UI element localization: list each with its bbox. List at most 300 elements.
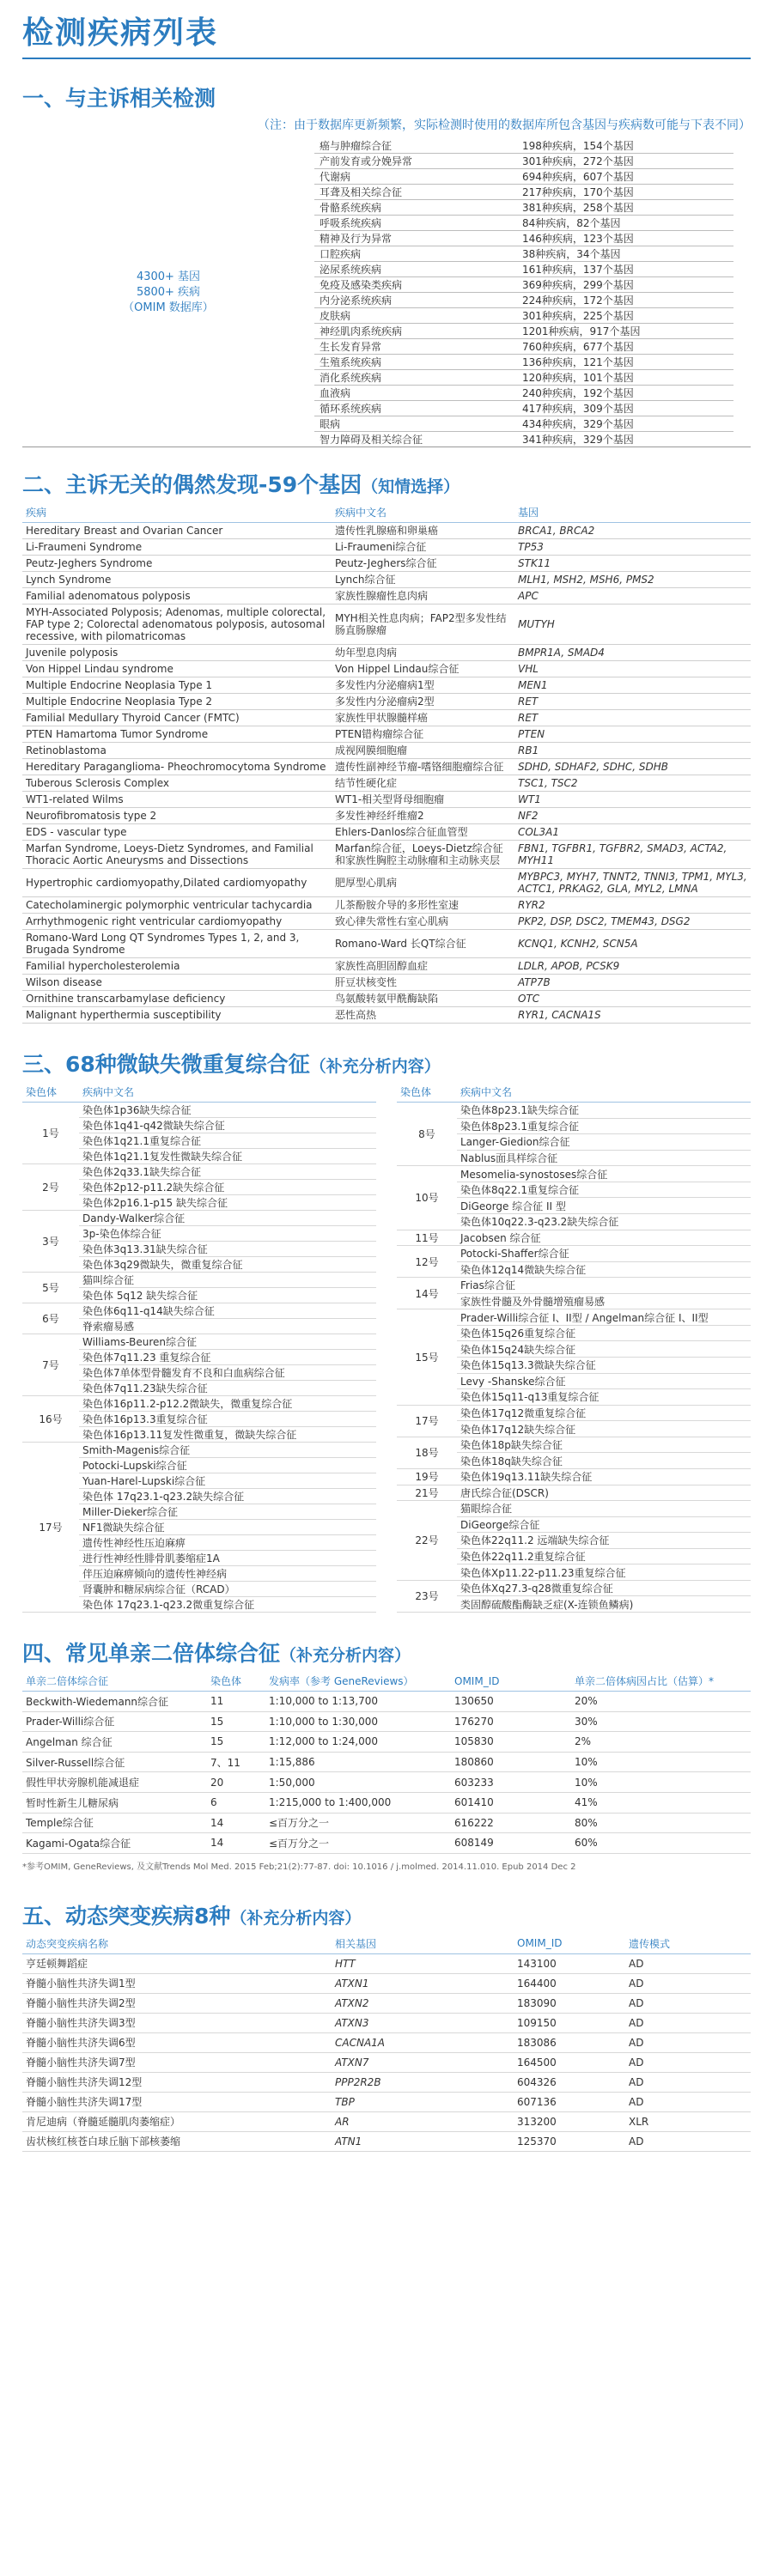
syndrome-name: Levy -Shanske综合征 bbox=[457, 1373, 751, 1389]
disease-name-cn: 遗传性乳腺癌和卵巢癌 bbox=[332, 523, 514, 539]
header-omim-id: OMIM_ID bbox=[514, 1934, 625, 1954]
dynamic-disease-name: 亨廷顿舞蹈症 bbox=[22, 1953, 332, 1973]
syndrome-name: 肾囊肿和糖尿病综合征（RCAD） bbox=[79, 1582, 376, 1597]
upd-ratio: 60% bbox=[571, 1833, 751, 1854]
gene-list: OTC bbox=[514, 991, 751, 1007]
syndrome-name: 家族性骨髓及外骨髓增殖瘤易感 bbox=[457, 1293, 751, 1309]
section4-title-main: 四、常见单亲二倍体综合征 bbox=[22, 1641, 281, 1666]
table-row bbox=[22, 1273, 376, 1288]
inheritance-mode: AD bbox=[625, 2032, 751, 2052]
related-gene: PPP2R2B bbox=[332, 2072, 514, 2092]
section1-table bbox=[314, 138, 733, 447]
gene-list: TSC1, TSC2 bbox=[514, 775, 751, 792]
gene-list: STK11 bbox=[514, 556, 751, 572]
dynamic-disease-name: 脊髓小脑性共济失调17型 bbox=[22, 2092, 332, 2111]
disease-name-cn: Lynch综合征 bbox=[332, 572, 514, 588]
table-row bbox=[22, 1334, 376, 1350]
disease-category: 消化系统疾病 bbox=[314, 370, 517, 386]
gene-list: VHL bbox=[514, 661, 751, 677]
disease-name-cn: 多发性内分泌瘤病1型 bbox=[332, 677, 514, 694]
gene-list: BRCA1, BRCA2 bbox=[514, 523, 751, 539]
omim-id: 109150 bbox=[514, 2013, 625, 2032]
disease-name: Multiple Endocrine Neoplasia Type 1 bbox=[22, 677, 332, 694]
disease-name: PTEN Hamartoma Tumor Syndrome bbox=[22, 726, 332, 743]
table-row bbox=[22, 1164, 376, 1180]
syndrome-name: 染色体3q29微缺失，微重复综合征 bbox=[79, 1257, 376, 1273]
dynamic-disease-name: 脊髓小脑性共济失调12型 bbox=[22, 2072, 332, 2092]
section3-tables bbox=[22, 1082, 751, 1613]
disease-count: 369种疾病，299个基因 bbox=[517, 277, 733, 293]
syndrome-name: 猫叫综合征 bbox=[79, 1273, 376, 1288]
disease-name-cn: Marfan综合征，Loeys-Dietz综合征和家族性胸腔主动脉瘤和主动脉夹层 bbox=[332, 841, 514, 869]
disease-name-cn: 成视网膜细胞瘤 bbox=[332, 743, 514, 759]
syndrome-name: 类固醇硫酸酯酶缺乏症(X-连锁鱼鳞病) bbox=[457, 1596, 751, 1613]
section1-summary bbox=[22, 138, 314, 447]
related-gene: AR bbox=[332, 2111, 514, 2131]
disease-name: Arrhythmogenic right ventricular cardiomyopathy bbox=[22, 914, 332, 930]
disease-category: 泌尿系统疾病 bbox=[314, 262, 517, 277]
table-row bbox=[397, 1278, 751, 1294]
disease-name: Hereditary Paraganglioma- Pheochromocytoma Syndrome bbox=[22, 759, 332, 775]
dynamic-disease-name: 脊髓小脑性共济失调3型 bbox=[22, 2013, 332, 2032]
chromosome: 7、11 bbox=[207, 1752, 265, 1772]
syndrome-name: 唐氏综合征(DSCR) bbox=[457, 1485, 751, 1501]
inheritance-mode: AD bbox=[625, 2092, 751, 2111]
gene-list: MLH1, MSH2, MSH6, PMS2 bbox=[514, 572, 751, 588]
table-row bbox=[22, 556, 751, 572]
chromosome: 14 bbox=[207, 1813, 265, 1833]
table-row bbox=[397, 1166, 751, 1182]
table-row bbox=[314, 293, 733, 308]
disease-name-cn: 多发性内分泌瘤病2型 bbox=[332, 694, 514, 710]
syndrome-name: 猫眼综合征 bbox=[457, 1501, 751, 1517]
table-row bbox=[22, 605, 751, 645]
incidence: ≤百万分之一 bbox=[265, 1833, 451, 1854]
inheritance-mode: AD bbox=[625, 2072, 751, 2092]
omim-id: 604326 bbox=[514, 2072, 625, 2092]
disease-count: 146种疾病，123个基因 bbox=[517, 231, 733, 246]
table-row bbox=[397, 1437, 751, 1453]
table-row bbox=[22, 792, 751, 808]
related-gene: ATN1 bbox=[332, 2131, 514, 2151]
disease-count: 198种疾病，154个基因 bbox=[522, 140, 634, 152]
dynamic-disease-name: 脊髓小脑性共济失调1型 bbox=[22, 1973, 332, 1993]
omim-id: 164400 bbox=[514, 1973, 625, 1993]
disease-name: Hereditary Breast and Ovarian Cancer bbox=[22, 523, 332, 539]
table-row bbox=[314, 277, 733, 293]
disease-name-cn: 家族性甲状腺髓样癌 bbox=[332, 710, 514, 726]
header-disease: 疾病 bbox=[22, 502, 332, 523]
syndrome-name: 染色体18q缺失综合征 bbox=[457, 1453, 751, 1469]
table-row bbox=[314, 154, 733, 169]
gene-list: COL3A1 bbox=[514, 824, 751, 841]
disease-category: 癌与肿瘤综合征 bbox=[320, 140, 393, 152]
section5-title-sub: （补充分析内容） bbox=[230, 1908, 362, 1928]
disease-name-cn: 多发性神经纤维瘤2 bbox=[332, 808, 514, 824]
syndrome-name: 染色体16p11.2-p12.2微缺失，微重复综合征 bbox=[79, 1396, 376, 1412]
disease-name: Familial Medullary Thyroid Cancer (FMTC) bbox=[22, 710, 332, 726]
header-gene: 基因 bbox=[514, 502, 751, 523]
disease-count: 417种疾病，309个基因 bbox=[517, 401, 733, 416]
upd-syndrome: Beckwith-Wiedemann综合征 bbox=[22, 1692, 207, 1712]
disease-name-cn: 鸟氨酸转氨甲酰酶缺陷 bbox=[332, 991, 514, 1007]
table-row bbox=[314, 169, 733, 185]
syndrome-name: Nablus面具样综合征 bbox=[457, 1150, 751, 1166]
syndrome-name: 染色体1p36缺失综合征 bbox=[79, 1103, 376, 1118]
disease-name: Neurofibromatosis type 2 bbox=[22, 808, 332, 824]
table-row bbox=[22, 1953, 751, 1973]
syndrome-name: 染色体 17q23.1-q23.2缺失综合征 bbox=[79, 1489, 376, 1504]
chromosome: 15 bbox=[207, 1732, 265, 1753]
table-row bbox=[22, 539, 751, 556]
table-row bbox=[22, 1711, 751, 1732]
syndrome-name: 染色体17q12微重复综合征 bbox=[457, 1405, 751, 1421]
omim-id: 183086 bbox=[514, 2032, 625, 2052]
syndrome-name: DiGeorge综合征 bbox=[457, 1516, 751, 1533]
table-row bbox=[22, 1007, 751, 1024]
table-row bbox=[314, 246, 733, 262]
gene-list: RYR1, CACNA1S bbox=[514, 1007, 751, 1024]
upd-syndrome: 暂时性新生儿糖尿病 bbox=[22, 1792, 207, 1813]
upd-syndrome: Prader-Willi综合征 bbox=[22, 1711, 207, 1732]
gene-list: RET bbox=[514, 710, 751, 726]
disease-name-cn: 致心律失常性右室心肌病 bbox=[332, 914, 514, 930]
related-gene: ATXN1 bbox=[332, 1973, 514, 1993]
disease-name: MYH-Associated Polyposis; Adenomas, multiple colorectal, FAP type 2; Colorectal adenomatous polyposis, autosomal recessive, with pilomatricomas bbox=[22, 605, 332, 645]
upd-syndrome: Silver-Russell综合征 bbox=[22, 1752, 207, 1772]
table-row bbox=[22, 2052, 751, 2072]
table-row bbox=[22, 824, 751, 841]
chromosome: 15 bbox=[207, 1711, 265, 1732]
syndrome-name: Williams-Beuren综合征 bbox=[79, 1334, 376, 1350]
upd-ratio: 2% bbox=[571, 1732, 751, 1753]
syndrome-name: DiGeorge 综合征 II 型 bbox=[457, 1198, 751, 1214]
table-row bbox=[397, 1405, 751, 1421]
related-gene: ATXN3 bbox=[332, 2013, 514, 2032]
syndrome-name: 染色体 5q12 缺失综合征 bbox=[79, 1288, 376, 1303]
table-row bbox=[22, 2092, 751, 2111]
disease-category: 血液病 bbox=[314, 386, 517, 401]
section4-table bbox=[22, 1671, 751, 1854]
section4-title bbox=[22, 1637, 751, 1668]
omim-id: 607136 bbox=[514, 2092, 625, 2111]
syndrome-name: Dandy-Walker综合征 bbox=[79, 1211, 376, 1226]
section2-title bbox=[22, 468, 751, 499]
syndrome-name: 染色体16p13.3重复综合征 bbox=[79, 1412, 376, 1427]
chromosome-label: 23号 bbox=[397, 1580, 457, 1612]
chromosome-label: 10号 bbox=[397, 1166, 457, 1230]
table-row bbox=[22, 1396, 376, 1412]
disease-category: 智力障碍及相关综合征 bbox=[314, 432, 517, 447]
syndrome-name: 染色体7q11.23缺失综合征 bbox=[79, 1381, 376, 1396]
header-incidence: 发病率（参考 GeneReviews） bbox=[265, 1671, 451, 1692]
table-row bbox=[22, 841, 751, 869]
disease-name: Peutz-Jeghers Syndrome bbox=[22, 556, 332, 572]
table-row bbox=[22, 677, 751, 694]
syndrome-name: 染色体19q13.11缺失综合征 bbox=[457, 1468, 751, 1485]
disease-name: Retinoblastoma bbox=[22, 743, 332, 759]
disease-count: 381种疾病，258个基因 bbox=[517, 200, 733, 216]
header-chromosome: 染色体 bbox=[207, 1671, 265, 1692]
section3-title bbox=[22, 1048, 751, 1078]
table-row bbox=[22, 1993, 751, 2013]
chromosome-label: 22号 bbox=[397, 1501, 457, 1581]
syndrome-name: 染色体1q41-q42微缺失综合征 bbox=[79, 1118, 376, 1133]
table-row bbox=[314, 262, 733, 277]
upd-syndrome: Temple综合征 bbox=[22, 1813, 207, 1833]
upd-ratio: 41% bbox=[571, 1792, 751, 1813]
disease-name-cn: Von Hippel Lindau综合征 bbox=[332, 661, 514, 677]
omim-id: 180860 bbox=[451, 1752, 571, 1772]
chromosome-label: 17号 bbox=[22, 1443, 79, 1613]
disease-count: 301种疾病，225个基因 bbox=[517, 308, 733, 324]
header-chromosome: 染色体 bbox=[397, 1082, 457, 1103]
header-disease-cn: 疾病中文名 bbox=[332, 502, 514, 523]
gene-list: SDHD, SDHAF2, SDHC, SDHB bbox=[514, 759, 751, 775]
gene-list: KCNQ1, KCNH2, SCN5A bbox=[514, 930, 751, 958]
syndrome-name: 染色体8p23.1重复综合征 bbox=[457, 1118, 751, 1134]
disease-count: 1201种疾病，917个基因 bbox=[517, 324, 733, 339]
disease-name: EDS - vascular type bbox=[22, 824, 332, 841]
disease-category: 骨骼系统疾病 bbox=[314, 200, 517, 216]
summary-diseases: 5800+ 疾病 bbox=[136, 285, 201, 299]
chromosome-label: 12号 bbox=[397, 1246, 457, 1278]
syndrome-name: 染色体2q33.1缺失综合征 bbox=[79, 1164, 376, 1180]
syndrome-name: 染色体 17q23.1-q23.2微重复综合征 bbox=[79, 1597, 376, 1613]
disease-count: 301种疾病，272个基因 bbox=[517, 154, 733, 169]
syndrome-name: 染色体12q14微缺失综合征 bbox=[457, 1261, 751, 1278]
inheritance-mode: AD bbox=[625, 1973, 751, 1993]
table-row bbox=[22, 1772, 751, 1793]
disease-count: 224种疾病，172个基因 bbox=[517, 293, 733, 308]
upd-ratio: 10% bbox=[571, 1752, 751, 1772]
omim-id: 601410 bbox=[451, 1792, 571, 1813]
upd-syndrome: Angelman 综合征 bbox=[22, 1732, 207, 1753]
disease-category: 口腔疾病 bbox=[314, 246, 517, 262]
table-row bbox=[22, 1813, 751, 1833]
disease-name-cn: Li-Fraumeni综合征 bbox=[332, 539, 514, 556]
chromosome: 20 bbox=[207, 1772, 265, 1793]
disease-count: 136种疾病，121个基因 bbox=[517, 355, 733, 370]
header-upd-ratio: 单亲二倍体病因占比（估算）* bbox=[571, 1671, 751, 1692]
table-row bbox=[22, 1211, 376, 1226]
table-row bbox=[22, 1303, 376, 1319]
syndrome-name: 染色体15q13.3微缺失综合征 bbox=[457, 1358, 751, 1374]
table-row bbox=[314, 432, 733, 447]
disease-name-cn: 幼年型息肉病 bbox=[332, 645, 514, 661]
disease-name-cn: 结节性硬化症 bbox=[332, 775, 514, 792]
section1-note: （注：由于数据库更新频繁，实际检测时使用的数据库所包含基因与疾病数可能与下表不同） bbox=[258, 118, 751, 132]
table-row bbox=[314, 231, 733, 246]
table-row bbox=[397, 1246, 751, 1262]
inheritance-mode: AD bbox=[625, 2131, 751, 2151]
syndrome-name: Mesomelia-synostoses综合征 bbox=[457, 1166, 751, 1182]
disease-category: 耳聋及相关综合征 bbox=[314, 185, 517, 200]
chromosome: 14 bbox=[207, 1833, 265, 1854]
header-upd-syndrome: 单亲二倍体综合征 bbox=[22, 1671, 207, 1692]
disease-name-cn: PTEN错构瘤综合征 bbox=[332, 726, 514, 743]
table-row bbox=[22, 808, 751, 824]
disease-name-cn: Romano-Ward 长QT综合征 bbox=[332, 930, 514, 958]
related-gene: HTT bbox=[332, 1953, 514, 1973]
summary-genes: 4300+ 基因 bbox=[136, 270, 201, 283]
syndrome-name: Potocki-Shaffer综合征 bbox=[457, 1246, 751, 1262]
disease-category: 神经肌肉系统疾病 bbox=[314, 324, 517, 339]
table-row bbox=[314, 138, 733, 154]
gene-list: ATP7B bbox=[514, 975, 751, 991]
section1-title: 一、与主诉相关检测 bbox=[22, 86, 216, 111]
table-row bbox=[314, 185, 733, 200]
dynamic-disease-name: 脊髓小脑性共济失调2型 bbox=[22, 1993, 332, 2013]
upd-ratio: 10% bbox=[571, 1772, 751, 1793]
syndrome-name: 染色体16p13.11复发性微重复，微缺失综合征 bbox=[79, 1427, 376, 1443]
incidence: 1:10,000 to 1:13,700 bbox=[265, 1692, 451, 1712]
omim-id: 130650 bbox=[451, 1692, 571, 1712]
section2-title-sub: （知情选择） bbox=[362, 477, 460, 496]
table-row bbox=[22, 588, 751, 605]
table-row bbox=[397, 1103, 751, 1119]
omim-id: 176270 bbox=[451, 1711, 571, 1732]
table-row bbox=[22, 2131, 751, 2151]
table-row bbox=[22, 661, 751, 677]
table-row bbox=[22, 726, 751, 743]
disease-count: 120种疾病，101个基因 bbox=[517, 370, 733, 386]
syndrome-name: Potocki-Lupski综合征 bbox=[79, 1458, 376, 1473]
syndrome-name: 3p-染色体综合征 bbox=[79, 1226, 376, 1242]
gene-list: TP53 bbox=[514, 539, 751, 556]
disease-name-cn: Peutz-Jeghers综合征 bbox=[332, 556, 514, 572]
syndrome-name: 染色体Xp11.22-p11.23重复综合征 bbox=[457, 1564, 751, 1581]
disease-name: Malignant hyperthermia susceptibility bbox=[22, 1007, 332, 1024]
inheritance-mode: AD bbox=[625, 1953, 751, 1973]
section4-footnote: *参考OMIM, GeneReviews, 及文献Trends Mol Med. 2015 Feb;21(2):77-87. doi: 10.1016 / j.molmed. 2014.11.010. Epub 2014 Dec 2 bbox=[22, 1862, 576, 1872]
syndrome-name: 染色体2p16.1-p15 缺失综合征 bbox=[79, 1195, 376, 1211]
table-row bbox=[22, 1752, 751, 1772]
section5-title-main: 五、动态突变疾病8种 bbox=[22, 1903, 231, 1929]
upd-syndrome: Kagami-Ogata综合征 bbox=[22, 1833, 207, 1854]
disease-count: 38种疾病，34个基因 bbox=[517, 246, 733, 262]
section4-title-sub: （补充分析内容） bbox=[280, 1646, 411, 1665]
syndrome-name: 脊索瘤易感 bbox=[79, 1319, 376, 1334]
dynamic-disease-name: 脊髓小脑性共济失调7型 bbox=[22, 2052, 332, 2072]
gene-list: PTEN bbox=[514, 726, 751, 743]
related-gene: CACNA1A bbox=[332, 2032, 514, 2052]
syndrome-name: 染色体Xq27.3-q28微重复综合征 bbox=[457, 1580, 751, 1596]
syndrome-name: Jacobsen 综合征 bbox=[457, 1230, 751, 1246]
table-row bbox=[22, 1792, 751, 1813]
disease-count: 217种疾病，170个基因 bbox=[517, 185, 733, 200]
disease-name-cn: 儿茶酚胺介导的多形性室速 bbox=[332, 897, 514, 914]
table-row bbox=[314, 401, 733, 416]
section2-table bbox=[22, 502, 751, 1024]
header-omim-id: OMIM_ID bbox=[451, 1671, 571, 1692]
upd-syndrome: 假性甲状旁腺机能减退症 bbox=[22, 1772, 207, 1793]
table-row bbox=[22, 2072, 751, 2092]
incidence: 1:215,000 to 1:400,000 bbox=[265, 1792, 451, 1813]
upd-ratio: 80% bbox=[571, 1813, 751, 1833]
syndrome-name: 进行性神经性腓骨肌萎缩症1A bbox=[79, 1551, 376, 1566]
table-row bbox=[22, 759, 751, 775]
incidence: ≤百万分之一 bbox=[265, 1813, 451, 1833]
table-row bbox=[22, 2013, 751, 2032]
table-row bbox=[22, 897, 751, 914]
table-row bbox=[22, 958, 751, 975]
table-row bbox=[314, 355, 733, 370]
omim-id: 143100 bbox=[514, 1953, 625, 1973]
disease-count: 760种疾病，677个基因 bbox=[517, 339, 733, 355]
disease-name: Familial adenomatous polyposis bbox=[22, 588, 332, 605]
table-row bbox=[22, 914, 751, 930]
syndrome-name: 染色体1q21.1重复综合征 bbox=[79, 1133, 376, 1149]
table-row bbox=[22, 2032, 751, 2052]
disease-category: 精神及行为异常 bbox=[314, 231, 517, 246]
summary-database: （OMIM 数据库） bbox=[123, 301, 214, 314]
header-related-gene: 相关基因 bbox=[332, 1934, 514, 1954]
omim-id: 125370 bbox=[514, 2131, 625, 2151]
syndrome-name: 染色体17q12缺失综合征 bbox=[457, 1421, 751, 1437]
gene-list: MEN1 bbox=[514, 677, 751, 694]
omim-id: 616222 bbox=[451, 1813, 571, 1833]
disease-name-cn: 遗传性副神经节瘤-嗜铬细胞瘤综合征 bbox=[332, 759, 514, 775]
disease-name: Catecholaminergic polymorphic ventricular tachycardia bbox=[22, 897, 332, 914]
section5-table bbox=[22, 1934, 751, 2152]
chromosome-label: 17号 bbox=[397, 1405, 457, 1437]
table-row bbox=[397, 1309, 751, 1326]
disease-name-cn: 恶性高热 bbox=[332, 1007, 514, 1024]
table-row bbox=[22, 1732, 751, 1753]
disease-count: 161种疾病，137个基因 bbox=[517, 262, 733, 277]
chromosome-label: 2号 bbox=[22, 1164, 79, 1211]
gene-list: WT1 bbox=[514, 792, 751, 808]
upd-ratio: 20% bbox=[571, 1692, 751, 1712]
chromosome-label: 21号 bbox=[397, 1485, 457, 1501]
syndrome-name: Miller-Dieker综合征 bbox=[79, 1504, 376, 1520]
chromosome-label: 3号 bbox=[22, 1211, 79, 1273]
section3-title-sub: （补充分析内容） bbox=[309, 1057, 441, 1076]
syndrome-name: Smith-Magenis综合征 bbox=[79, 1443, 376, 1458]
table-row bbox=[22, 869, 751, 897]
syndrome-name: Prader-Willi综合征 I、II型 / Angelman综合征 I、II型 bbox=[457, 1309, 751, 1326]
table-row bbox=[22, 1692, 751, 1712]
disease-name-cn: MYH相关性息肉病；FAP2型多发性结肠直肠腺瘤 bbox=[332, 605, 514, 645]
disease-name: Tuberous Sclerosis Complex bbox=[22, 775, 332, 792]
disease-category: 生殖系统疾病 bbox=[314, 355, 517, 370]
omim-id: 313200 bbox=[514, 2111, 625, 2131]
chromosome-label: 1号 bbox=[22, 1103, 79, 1164]
disease-name-cn: 家族性高胆固醇血症 bbox=[332, 958, 514, 975]
omim-id: 105830 bbox=[451, 1732, 571, 1753]
gene-list: APC bbox=[514, 588, 751, 605]
inheritance-mode: AD bbox=[625, 2052, 751, 2072]
chromosome-label: 18号 bbox=[397, 1437, 457, 1468]
disease-name-cn: Ehlers-Danlos综合征血管型 bbox=[332, 824, 514, 841]
syndrome-name: 遗传性神经性压迫麻痹 bbox=[79, 1535, 376, 1551]
disease-category: 呼吸系统疾病 bbox=[314, 216, 517, 231]
chromosome-label: 19号 bbox=[397, 1468, 457, 1485]
chromosome: 11 bbox=[207, 1692, 265, 1712]
chromosome: 6 bbox=[207, 1792, 265, 1813]
table-row bbox=[397, 1230, 751, 1246]
gene-list: RB1 bbox=[514, 743, 751, 759]
disease-category: 免疫及感染类疾病 bbox=[314, 277, 517, 293]
syndrome-name: 染色体7q11.23 重复综合征 bbox=[79, 1350, 376, 1365]
disease-name-cn: 肝豆状核变性 bbox=[332, 975, 514, 991]
disease-name: Ornithine transcarbamylase deficiency bbox=[22, 991, 332, 1007]
omim-id: 603233 bbox=[451, 1772, 571, 1793]
disease-name: Multiple Endocrine Neoplasia Type 2 bbox=[22, 694, 332, 710]
chromosome-label: 16号 bbox=[22, 1396, 79, 1443]
header-disease-cn: 疾病中文名 bbox=[79, 1082, 376, 1103]
